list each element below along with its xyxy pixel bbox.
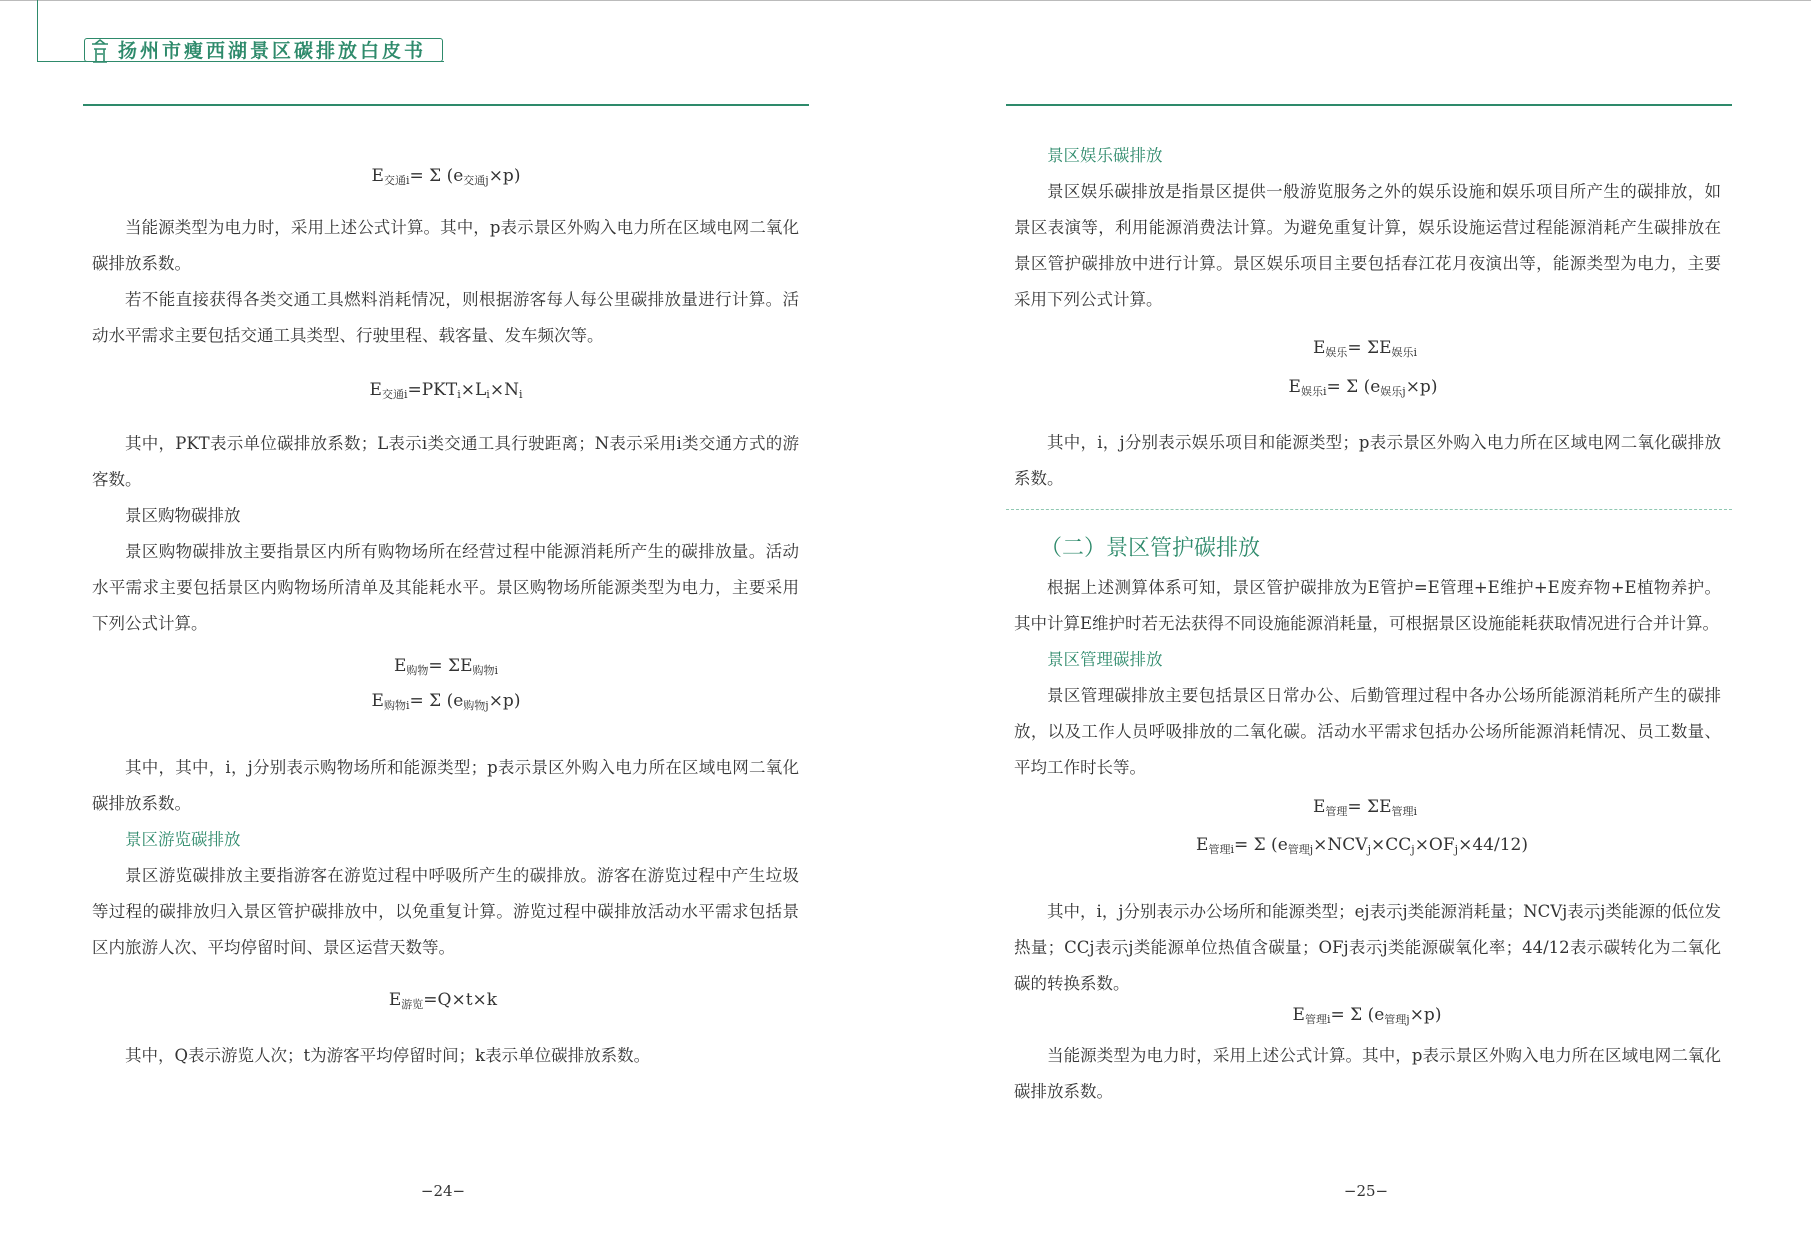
formula-shopping-i: $E_{购物i}= \Sigma$ $(e_{购物j}\times p)$: [371, 691, 521, 712]
paragraph: 其中，Q表示游览人次；t为游客平均停留时间；k表示单位碳排放系数。: [125, 1046, 651, 1065]
paragraph: 景区娱乐碳排放是指景区提供一般游览服务之外的娱乐设施和娱乐项目所产生的碳排放，如景区表演等，利用能源消费法计算。为避免重复计算，娱乐设施运营过程能源消耗产生碳排放在景区管护碳排放中进行计算。景区娱乐项目主要包括春江花月夜演出等，能源类型为电力，主要采用下列公式计算。: [1014, 182, 1721, 309]
formula-transport-pkt: $E_{交通i}=PKT_i\times L_i\times N_i$: [369, 380, 523, 401]
section-heading: （二）景区管护碳排放: [1040, 536, 1261, 561]
formula-tour: $E_{游览}=Q\times t\times k$: [388, 990, 498, 1011]
subheading-tour: 景区游览碳排放: [125, 830, 241, 849]
page-number-right: −25−: [1343, 1182, 1389, 1200]
formula-entertainment-i: $E_{娱乐i}= \Sigma$ $(e_{娱乐j}\times p)$: [1288, 377, 1438, 398]
subheading-entertainment: 景区娱乐碳排放: [1047, 146, 1163, 165]
section-divider: [1006, 509, 1732, 510]
paragraph: 景区购物碳排放主要指景区内所有购物场所在经营过程中能源消耗所产生的碳排放量。活动水平需求主要包括景区内购物场所清单及其能耗水平。景区购物场所能源类型为电力，主要采用下列公式计算。: [92, 542, 799, 633]
left-header-rule: [83, 104, 809, 106]
paragraph: 当能源类型为电力时，采用上述公式计算。其中，p表示景区外购入电力所在区域电网二氧化碳排放系数。: [1014, 1046, 1721, 1101]
paragraph: 若不能直接获得各类交通工具燃料消耗情况，则根据游客每人每公里碳排放量进行计算。活动水平需求主要包括交通工具类型、行驶里程、载客量、发车频次等。: [92, 290, 799, 345]
paragraph: 景区管理碳排放主要包括景区日常办公、后勤管理过程中各办公场所能源消耗所产生的碳排放，以及工作人员呼吸排放的二氧化碳。活动水平需求包括办公场所能源消耗情况、员工数量、平均工作时长等。: [1014, 686, 1721, 777]
paragraph: 当能源类型为电力时，采用上述公式计算。其中，p表示景区外购入电力所在区域电网二氧化碳排放系数。: [92, 218, 799, 273]
subheading-management: 景区管理碳排放: [1047, 650, 1163, 669]
paragraph: 其中，其中，i，j分别表示购物场所和能源类型；p表示景区外购入电力所在区域电网二氧化碳排放系数。: [92, 758, 799, 813]
formula-management: $E_{管理}= \Sigma E_{管理i}$: [1312, 797, 1418, 818]
right-header-rule: [1006, 104, 1732, 106]
header-tab: [37, 0, 444, 62]
paragraph: 其中，i，j分别表示娱乐项目和能源类型；p表示景区外购入电力所在区域电网二氧化碳排放系数。: [1014, 433, 1721, 488]
subheading-shopping: 景区购物碳排放: [125, 506, 241, 525]
paragraph: 根据上述测算体系可知，景区管护碳排放为E管护=E管理+E维护+E废弃物+E植物养护。其中计算E维护时若无法获得不同设施能源消耗量，可根据景区设施能耗获取情况进行合并计算。: [1014, 578, 1721, 633]
formula-management-electric: $E_{管理i}= \Sigma$ $(e_{管理j}\times p)$: [1292, 1005, 1442, 1026]
paragraph: 其中，PKT表示单位碳排放系数；L表示i类交通工具行驶距离；N表示采用i类交通方式的游客数。: [92, 434, 799, 489]
formula-shopping: $E_{购物}= \Sigma E_{购物i}$: [393, 656, 499, 677]
formula-entertainment: $E_{娱乐}= \Sigma E_{娱乐i}$: [1312, 338, 1418, 359]
book-title: 扬州市瘦西湖景区碳排放白皮书: [118, 40, 427, 62]
paragraph: 其中，i，j分别表示办公场所和能源类型；ej表示j类能源消耗量；NCVj表示j类能源的低位发热量；CCj表示j类能源单位热值含碳量；OFj表示j类能源碳氧化率；44/12表示碳转化为二氧化碳的转换系数。: [1014, 902, 1721, 993]
page-number-left: −24−: [420, 1182, 466, 1200]
formula-management-i: $E_{管理i}= \Sigma$ $(e_{管理j}\times NCV_j\times CC_j\times OF_j\times 44/12)$: [1196, 835, 1528, 856]
paragraph: 景区游览碳排放主要指游客在游览过程中呼吸所产生的碳排放。游客在游览过程中产生垃圾等过程的碳排放归入景区管护碳排放中，以免重复计算。游览过程中碳排放活动水平需求包括景区内旅游人次、平均停留时间、景区运营天数等。: [92, 866, 799, 957]
formula-transport-i: $E_{交通i}= \Sigma$ $(e_{交通j}\times p)$: [371, 166, 521, 187]
